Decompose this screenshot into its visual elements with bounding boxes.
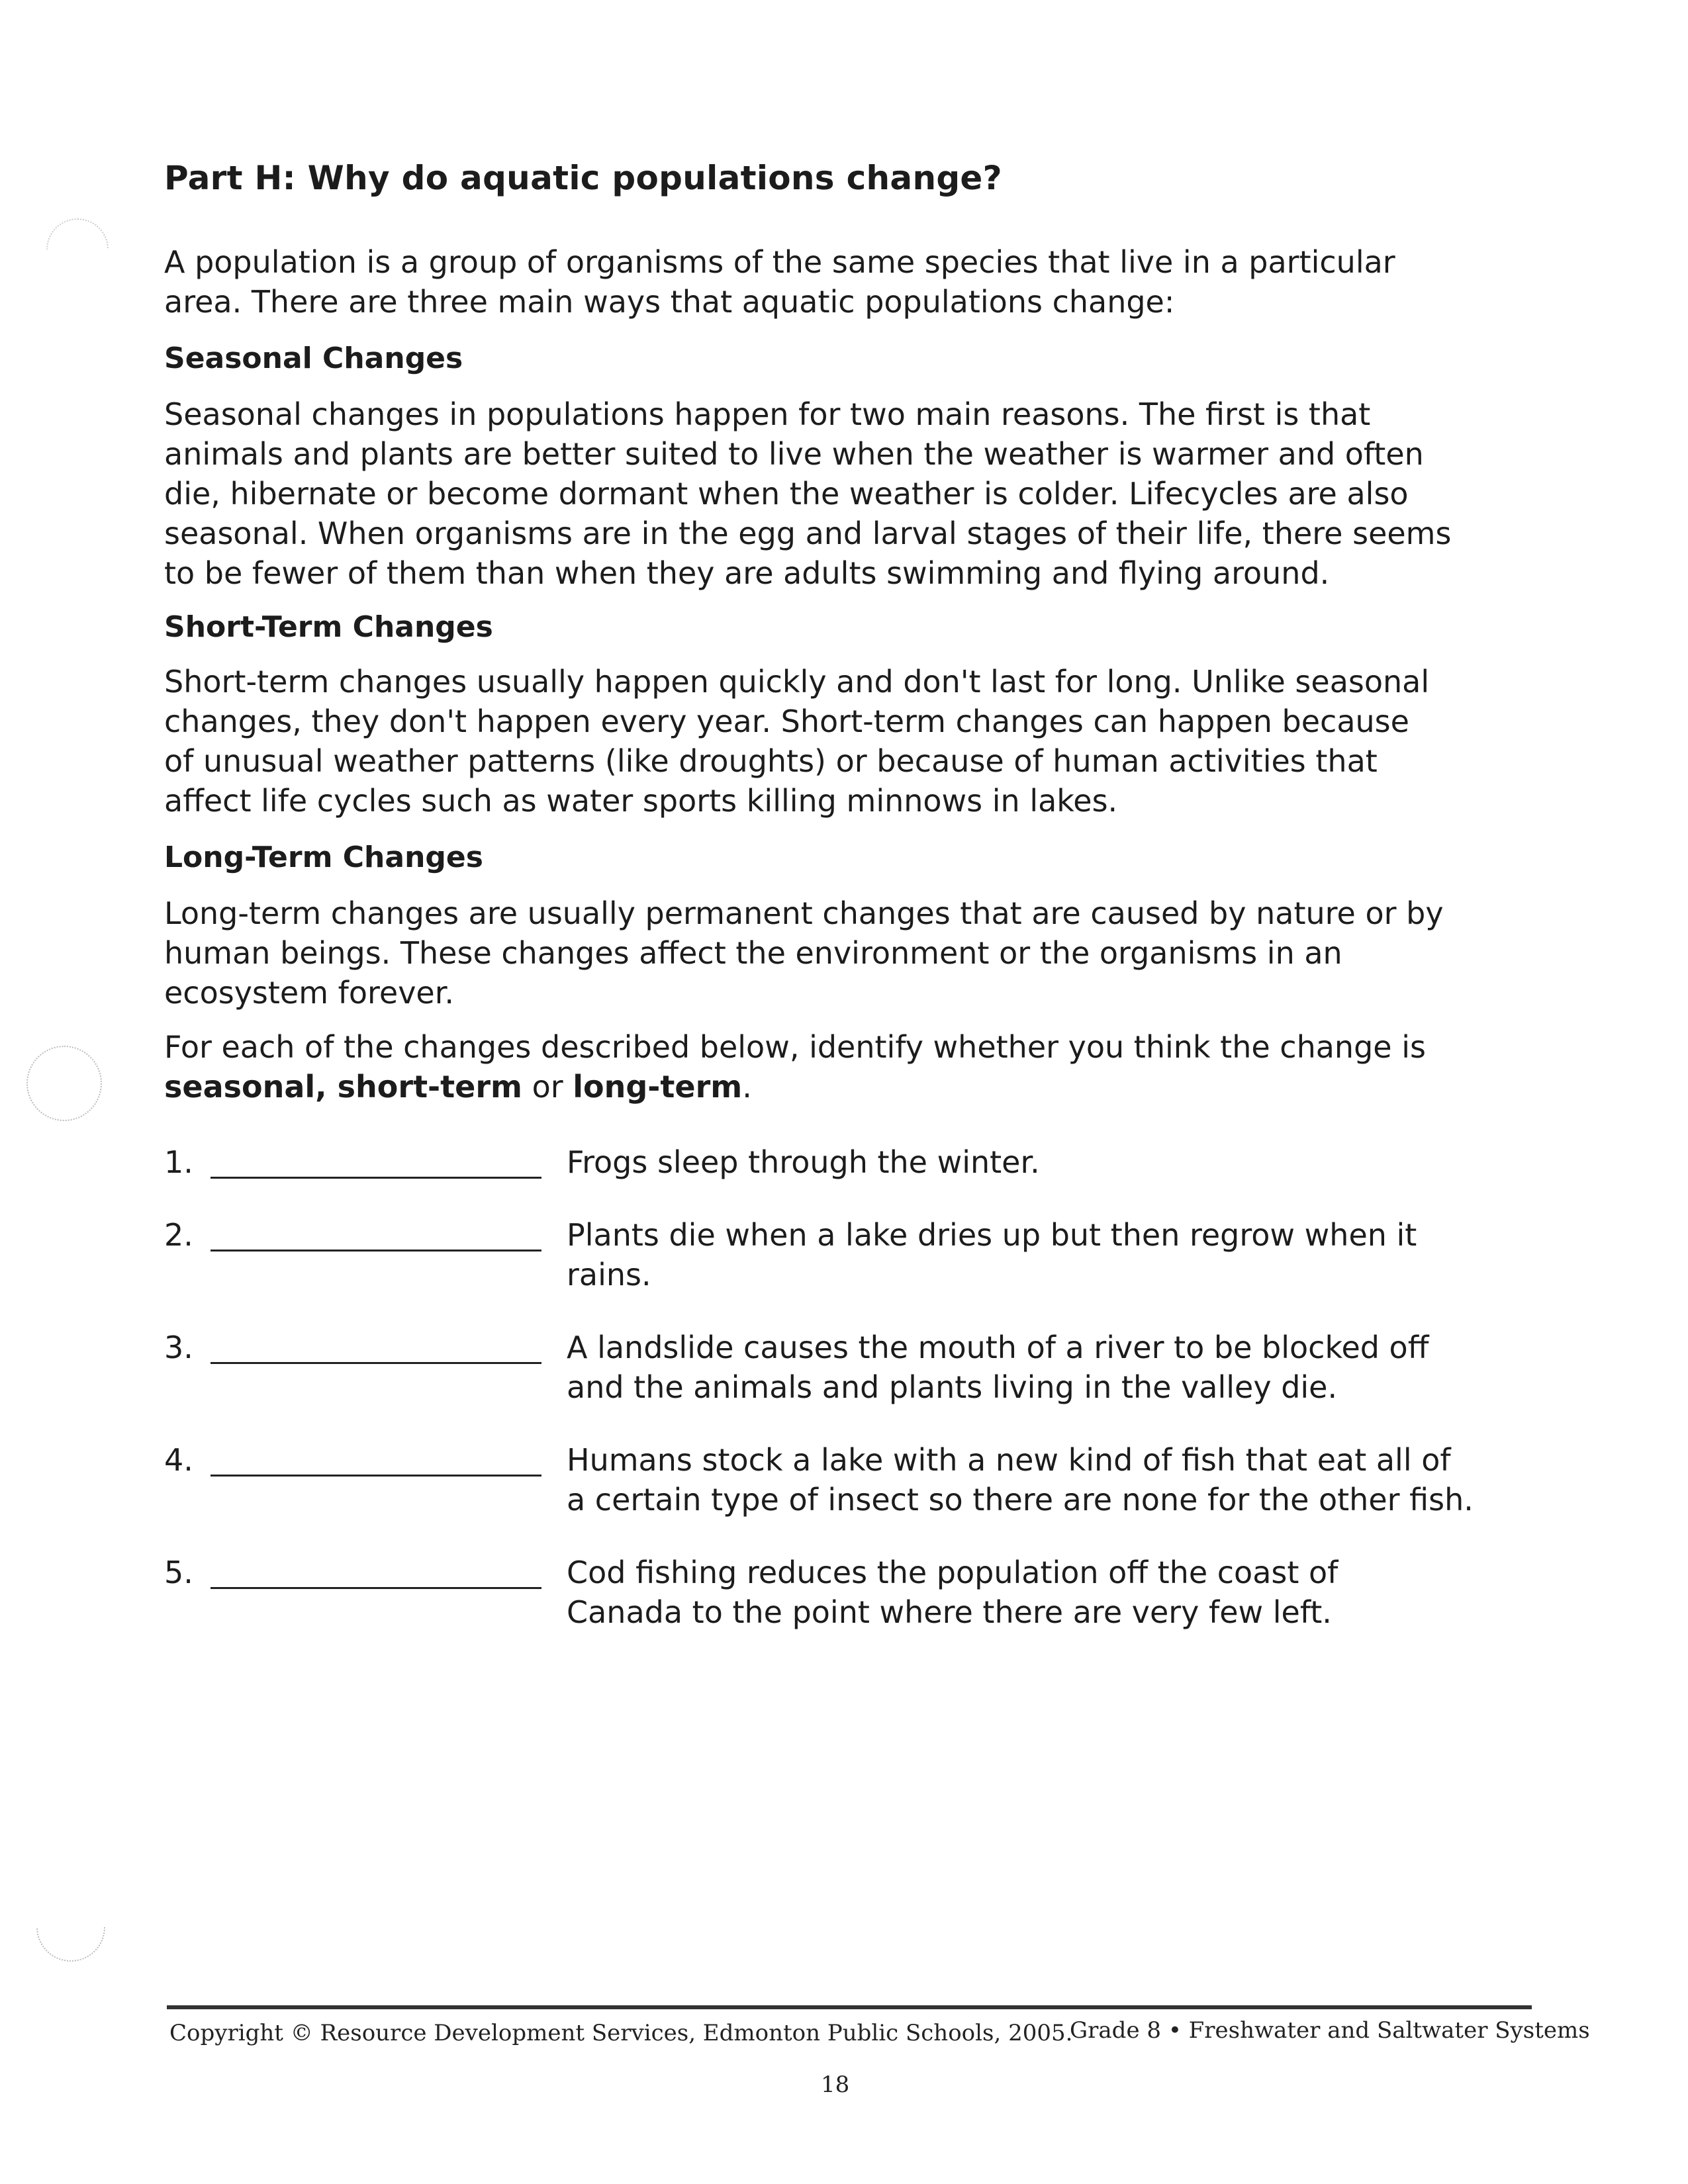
section-heading-long-term: Long-Term Changes <box>164 841 483 874</box>
intro-paragraph <box>164 242 1541 322</box>
intro-line: area. There are three main ways that aquatic populations change: <box>164 284 1175 320</box>
instruction-paragraph <box>164 1027 1541 1107</box>
paragraph-line: changes, they don't happen every year. Short-term changes can happen because <box>164 704 1409 739</box>
page-number: 18 <box>821 2071 850 2098</box>
paragraph-line: to be fewer of them than when they are adults swimming and flying around. <box>164 555 1330 591</box>
paragraph-line: die, hibernate or become dormant when the weather is colder. Lifecycles are also <box>164 476 1409 512</box>
paragraph-line: human beings. These changes affect the environment or the organisms in an <box>164 935 1342 971</box>
instruction-period: . <box>742 1069 752 1105</box>
section-paragraph-long-term <box>164 893 1541 1013</box>
question-text <box>567 1328 1546 1407</box>
paragraph-line: animals and plants are better suited to live when the weather is warmer and often <box>164 436 1424 472</box>
binder-hole-top <box>46 218 109 281</box>
binder-hole-middle <box>26 1046 102 1121</box>
answer-blank-3[interactable] <box>211 1362 541 1364</box>
section-heading-seasonal: Seasonal Changes <box>164 341 463 375</box>
answer-blank-5[interactable] <box>211 1587 541 1589</box>
question-text <box>567 1553 1546 1632</box>
question-number: 3. <box>164 1330 193 1365</box>
question-text <box>567 1215 1546 1295</box>
question-text <box>567 1440 1546 1520</box>
question-line: Cod fishing reduces the population off the coast of <box>567 1555 1338 1590</box>
question-line: Humans stock a lake with a new kind of fish that eat all of <box>567 1442 1451 1478</box>
page-title: Part H: Why do aquatic populations change? <box>164 159 1002 197</box>
paragraph-line: affect life cycles such as water sports killing minnows in lakes. <box>164 783 1118 819</box>
instruction-or: or <box>522 1069 573 1105</box>
paragraph-line: Seasonal changes in populations happen for two main reasons. The first is that <box>164 396 1371 432</box>
paragraph-line: of unusual weather patterns (like droughts) or because of human activities that <box>164 743 1378 779</box>
question-line: and the animals and plants living in the valley die. <box>567 1369 1338 1405</box>
instruction-bold-2: long-term <box>573 1069 743 1105</box>
question-line: Plants die when a lake dries up but then regrow when it <box>567 1217 1417 1253</box>
answer-blank-2[interactable] <box>211 1250 541 1251</box>
question-line: A landslide causes the mouth of a river to be blocked off <box>567 1330 1429 1365</box>
question-number: 5. <box>164 1555 193 1590</box>
question-number: 1. <box>164 1144 193 1180</box>
question-line: a certain type of insect so there are none for the other fish. <box>567 1482 1474 1518</box>
question-line: rains. <box>567 1257 651 1293</box>
section-paragraph-seasonal <box>164 394 1541 593</box>
intro-line: A population is a group of organisms of the same species that live in a particular <box>164 244 1395 280</box>
section-paragraph-short-term <box>164 662 1541 821</box>
question-line: Frogs sleep through the winter. <box>567 1144 1040 1180</box>
footer-copyright: Copyright © Resource Development Services, Edmonton Public Schools, 2005. <box>169 2020 1073 2046</box>
answer-blank-4[interactable] <box>211 1475 541 1477</box>
question-text <box>567 1142 1546 1182</box>
binder-hole-bottom <box>36 1893 105 1962</box>
paragraph-line: seasonal. When organisms are in the egg and larval stages of their life, there seems <box>164 516 1452 551</box>
footer-rule <box>167 2005 1532 2009</box>
paragraph-line: ecosystem forever. <box>164 975 455 1011</box>
question-line: Canada to the point where there are very few left. <box>567 1594 1332 1630</box>
instruction-line: For each of the changes described below, identify whether you think the change is <box>164 1029 1426 1065</box>
footer-course: Grade 8 • Freshwater and Saltwater Systems <box>1070 2017 1590 2044</box>
answer-blank-1[interactable] <box>211 1177 541 1179</box>
instruction-line-2 <box>164 1067 1541 1107</box>
question-number: 4. <box>164 1442 193 1478</box>
paragraph-line: Short-term changes usually happen quickly and don't last for long. Unlike seasonal <box>164 664 1430 700</box>
question-number: 2. <box>164 1217 193 1253</box>
paragraph-line: Long-term changes are usually permanent changes that are caused by nature or by <box>164 895 1444 931</box>
instruction-bold-1: seasonal, short-term <box>164 1069 522 1105</box>
section-heading-short-term: Short-Term Changes <box>164 610 493 644</box>
